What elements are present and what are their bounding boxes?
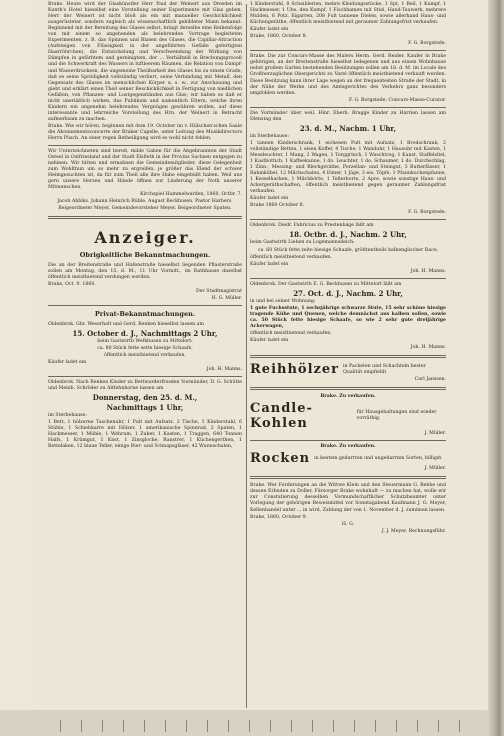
fabricius-sale-terms: öffentlich meistbietend verkaufen. bbox=[250, 254, 332, 260]
paving-date: Brake, Oct. 9. 1860. bbox=[48, 281, 96, 287]
bragge-sale-invite: Käufer ladet ein bbox=[250, 196, 289, 202]
estate-sale-items: 1 Bett, 1 hölzerne Taschenuhr, 1 Pult mit Aufsatz, 2 Tische, 1 Kinderstuhl, 6 Stühle, 1 Schiebkarre mit Hölzer, 1 amerikanische Spinnrad, 2 Spaten, 1 Hackmesser, 1 Mühle, 1 Wehrum, 1 Zuber, 1 Kasten, 1 Traggen, 640 Tonnen Halfs, 1 Krümgut, 1 Knst, 1 Zinsglocke, Ranstrer, 1 Küchengerthen, 1 Bettelaken, 12 blaue Teller, einige Bier- und Schnapsgläser, 42 Wunnschalen, bbox=[48, 420, 242, 450]
estate-sale-items-cont: 1 Kinderstuhl, 8 Scheiblerien, mehre Kleidungsstücke, 1 Spt, 1 Beil, 1 Kumpf, 1 Hackmesser, 1 Ubs, den Kumpf, 1 Fischhamen mit Stiel, Hand-Tauwerk, mehrere Mulden, 6 Potz. Eigarren, 208 Fuß tannene Dielen, sowie allerhand Haus- und Küchengeräthe, öffentlich meistbietend mit geraumer Zahlungsfrist verkaufen. bbox=[250, 2, 446, 26]
official-announcements-heading: Obrigkeitliche Bekanntmachungen. bbox=[79, 250, 211, 259]
bragge-sale-items: 1 tannen Kinderschrank, 1 eichenen Pult mit Aufsatz, 1 Brodschrank, 2 vollständige Betten, 1 eisen Koffer, 4 Tische, 1 Wanduhr, 1 Hausuhr mit Kasten, 1 Meseleuchter, 1 Mang, 2 Wagen, 1 Torggrinch, 1 Waschtrog, 1 Kanst, Staffelstiel, 1 Kastbottich, 1 Kaffeekanne, 1 do. Leuchter, 1 do. Schaumer, 1 do. Durchschlag, 1 Zinn-, Messing- und Blechgeräthe, Porzellan- und Steingut, 3 Butterfässer, 1 Rahmkübel, 12 Milchschalen, 4 Eimer, 1 Jäge, 3 eis. Töpfe, 1 Pfannkuchenpfanne, 1 Kesselhacken, 1 Milchbörte, 1 Tellerborte, 2 Apre, sowie sonstige Haus- und Ackergeräthschaften, öffentlich meistbietend gegen geraumer Zahlungsfrist verkaufen. bbox=[250, 140, 446, 195]
rye-ad-header: Brake. Zu verkaufen. bbox=[320, 444, 376, 450]
matches-ad bbox=[250, 362, 446, 377]
coal-ad bbox=[250, 401, 446, 431]
private-announcements-heading: Privat-Bekanntmachungen. bbox=[94, 309, 196, 318]
paving-notice: Die an der Breitenstraße und Hafenstraße hieselbst liegenden Pflasterstraße sollen am Montag, den 15. d. M., 11 Uhr Vormitt., im Rathhause daselbst öffentlich meistbietend verdungen werden. bbox=[48, 262, 242, 280]
fabricius-sale-location: beim Gastwirth Lieben zu Logemannsdeich: bbox=[250, 240, 355, 246]
sheep-sale-date: 15. October d. J., Nachmittags 2 Uhr, bbox=[72, 328, 218, 338]
sheep-sale-terms: öffentlich meistbietend verkaufen. bbox=[104, 352, 186, 358]
creditor-notice-initials: H. G. bbox=[341, 521, 355, 527]
estate-sale-intro: Oldenbrok. Nach Renken Kinder zu Bettwarderfrosden Vormünder, D. G. Schütte und Meinh. Schröder zu Altfehnhorne lassen am bbox=[48, 380, 242, 392]
coal-ad-signature: J. Müller. bbox=[424, 431, 446, 437]
bragge-sale-intro: Die Vormünder über weil. Hinr. Eberh. Bragge Kinder zu Harrien lassen am Dienstag den bbox=[250, 110, 446, 122]
sheep-sale-signature: Joh. H. Manns. bbox=[206, 367, 242, 373]
magistrate-label: Der Stadtmagistrat bbox=[196, 288, 242, 294]
estate-sale-location: im Sterbehause: bbox=[48, 413, 87, 419]
bragge-sale-location: im Sterbehause: bbox=[250, 133, 289, 139]
fabricius-sale-date: 18. Octbr. d. J., Nachm. 2 Uhr, bbox=[289, 230, 407, 240]
beckhusen-sale-location: in und bei seiner Wohnung: bbox=[250, 298, 316, 304]
matches-ad-text: in Packeten und Schachteln bester Qualität empfiehlt bbox=[343, 363, 426, 375]
beckhusen-sale-signature: Joh. H. Manns. bbox=[410, 345, 446, 351]
divider bbox=[250, 107, 446, 108]
scan-color-bar bbox=[40, 720, 460, 732]
charity-date: Kirchspiel Hammelwarden, 1860, Octbr. 7. bbox=[140, 192, 242, 198]
rye-ad-title: Rocken bbox=[250, 451, 311, 467]
creditor-notice-signature: J. J. Meyer, Rechnungsführ. bbox=[381, 528, 446, 534]
concurs-signature: F. G. Borgstede, Concurs-Masse-Curator. bbox=[348, 97, 446, 103]
coal-ad-header: Brake. Zu verkaufen. bbox=[320, 394, 376, 400]
divider bbox=[250, 219, 446, 220]
double-divider bbox=[48, 216, 242, 219]
charity-appeal: Wir Unterzeichneten sind bereit, milde Gaben für die Abgebrannten der Stadt Osteel in Ostfriesland und der Stadt Elsfleth in der Provinz Sachsen entgegen zu nehmen. Wir bitten und ermahnen die Gemeindemitglieder, diese Gelegenheit zum Wohlthun um so mehr zu ergreifen, je größer das Elend der schwer Heimgesuchten ist, da für zum Theil alle ihre Habe eingebüßt haben. Weil uns gern unsere Herzen und Hände öffnen zur Linderung der Noth unserer Mitmenschen. bbox=[48, 149, 242, 191]
divider bbox=[250, 50, 446, 51]
sheep-sale-intro: Oldenbrok. Gbr. Weserholt und Gerd. Renken hieselbst lassen am bbox=[48, 321, 204, 327]
divider bbox=[250, 440, 446, 441]
divider bbox=[250, 278, 446, 279]
matches-ad-signature: Carl Janssen. bbox=[414, 377, 446, 383]
sheep-sale-item: ca. 80 Stück fette sette hiesige Schaafe, bbox=[97, 345, 193, 351]
glass-artist-notice: Brake. Heute wird der Glaskünstler Herr Paul der Weinert aus Dresden im Kunth's Hotel hieselbst eine Vorstellung seiner Experimente mit Glas geben. Herr der Weinert ist nicht bloß als ein mit manueller Geschicklichkeit ausgerüsteter, sondern zugleich als wissenschaftlich gebildeter Mann bekannt. Beginnend mit der Bereitung des Glases selbst, bringt derselbe eine Reihenfolge von mit einem so angehenden als belehrenden Vortrage begleiteten Experimenten, z. B. das Spinnen und Blasen des Glases, die Capillar-Attraction (Aufsteigen von Flüssigkeit in der angeführten Gefäße gefertigten Haarröhrchen), die Entwickelung und Verschwendung der Wirkung von Dämpfen in gefärbtem und gereinigtem, der ... Verhältniß in Brechungsproceß und die Schwerkraft des Wassers in luftleerem Räumen, die Relation von Dampf- und Wasserdruckesn, die ungemeine Theilbarkeit des Glases bis zu einem Grade, daß es seine Sprödigkeit vollständig verliert, seine Verbindung mit Metall, den Gegensatz des Glases im menschlichen Körper u. s. w., zur Anschauung und giebt und erklärt einen Theil seiner Beschicklichkeit in Fertigung von niedlichen Gefäßen, von Pflanzen- und Lustgegenständen aus Glas; wir haben es daß er nicht unerläßlich wirken, das Publikum und namentlich Eltern, welche ihren Kindern ein angenehm belehrendes Vergnügen gewähren wollen, auf diese interessante und lehrreiche Vorstellung des Hrn. der Weinert in Betracht aufmerksam zu machen. bbox=[48, 2, 242, 122]
double-divider bbox=[250, 387, 446, 390]
creditor-notice: Brake. Wer Forderungen an die Wittwe Klein und den Steuermann G. Rebbe und dessen Erbnden zu Doller, Fürsorger Brake wohnhaft — zu machen hat, wolle wir zur Constatierung desselben Vormundschaftlicher Schutzbeamter unter Vorlegung der gehörigen Beweismittel vor Sonntagabend Kaufmann J. G. Meyer, Kellenhandel unter ... in wird, Zahlung der von 1. November d. J. zumimen lassen. bbox=[250, 483, 446, 513]
coal-ad-title: Candle-Kohlen bbox=[250, 401, 313, 432]
rye-ad-signature: J. Müller. bbox=[424, 466, 446, 472]
beckhusen-sale-terms: öffentlich meistbietend verkaufen. bbox=[250, 330, 332, 336]
creditor-notice-date: Brake, 1860, October 9. bbox=[250, 514, 308, 520]
left-column bbox=[48, 2, 242, 451]
fabricius-sale-signature: Joh. H. Manns. bbox=[410, 268, 446, 274]
column-divider bbox=[246, 4, 247, 708]
sheep-sale-invite: Käufer ladet ein bbox=[48, 360, 87, 366]
estate-sale-place-date: Brake, 1860, October 8. bbox=[250, 34, 308, 40]
beckhusen-sale-intro: Oldenbrok. Der Gastwirth E. G. Beckhusen zu Mittelort läßt am bbox=[250, 281, 402, 287]
divider bbox=[48, 305, 242, 306]
beckhusen-sale-items: 1 gute Fuchsstute, 1 sechsjährige schwarze Stute, 15 sehr schöne hiesige tragende Kühe und Quenen, welche demnächst aus kalben sollen, sowie ca. 50 Stück fette hiesige Schaafe, so wie 2 sehr gute dreijährige Ackerwagen, bbox=[250, 305, 446, 329]
section-title: Anzeiger. bbox=[94, 227, 196, 247]
double-divider bbox=[250, 355, 446, 358]
estate-sale-signature: F. G. Borgstede. bbox=[408, 41, 446, 47]
double-divider bbox=[250, 476, 446, 479]
bragge-sale-place-date: Brake 1860 October 8. bbox=[250, 203, 305, 209]
beckhusen-sale-invite: Käufer ladet ein bbox=[250, 338, 289, 344]
estate-sale-invite: Käufer ladet ein bbox=[250, 27, 289, 33]
divider bbox=[48, 145, 242, 146]
bragge-sale-date: 23. d. M., Nachm. 1 Uhr, bbox=[299, 123, 397, 133]
estate-sale-date: Donnerstag, den 25. d. M., bbox=[92, 393, 198, 403]
fabricius-sale-item: ca. 60 Stück fette zeite hiesige Schaafe, größtentheils halbenglischer Race, bbox=[257, 247, 439, 253]
concert-notice: Brake. Wie wir hören, beginnen mit dem 19. October im v. Hülschen'schen Saale die Abonnementsconcerte der Braker Capelle, unter Leitung des Musikdirectors Herrn Püsch. An einer regen Betheiligung wird es wohl nicht fehlen. bbox=[48, 123, 242, 142]
charity-signatories: Jacob Abbiks. Johann Heinrich Rühle. August Beckhusen. Pastor Harbers. Beigeordneter Meyer. Gemeindevorsteher Meyer. Beigeordneter Spaten. bbox=[57, 199, 233, 211]
beckhusen-sale-date: 27. Oct. d. J., Nachm. 2 Uhr, bbox=[293, 288, 403, 298]
divider bbox=[48, 376, 242, 377]
page-edge bbox=[488, 0, 504, 736]
concurs-notice: Brake. Die zur Concurs-Masse des Malers Herm. Gerd. Reider, Kaufer in Brake gehörigen, an der Breitenstraße hieselbst belegenen und aus einem Wohnhause nebst großem Garten bestehenden Besitzungen sollen am 18. d. M. im Locale des Großherzoglichen Obergerichts zu Varel öffentlich meistbietend verkauft werden. Diese Besitzung kann ihrer Lage wegen an der frequentesten Straße der Stadt, in der Nähe der Werke und des Amtsgerichtes des Verkehrs ganz besonders empfohlen werden. bbox=[250, 54, 446, 96]
magistrate-name: H. G. Müller. bbox=[211, 295, 242, 301]
rye-ad bbox=[250, 451, 446, 466]
right-column bbox=[250, 2, 446, 536]
fabricius-sale-intro: Oldenbrok. Diedr. Fabricius zu Prestenbäge läßt am bbox=[250, 223, 374, 229]
rye-ad-text: in bestem gedarrten und ungedarrten Sorten, billigst. bbox=[314, 455, 443, 461]
estate-sale-time: Nachmittags 1 Uhr, bbox=[106, 403, 184, 413]
fabricius-sale-invite: Käufer ladet ein bbox=[250, 261, 289, 267]
matches-ad-title: Reihhölzer bbox=[250, 362, 340, 378]
coal-ad-text: für Hausgehaltungen sind wieder vorräthig. bbox=[356, 410, 437, 422]
sheep-sale-location: beim Gastwirth Wefkhusen zu Mittelort: bbox=[97, 338, 193, 344]
bragge-sale-signature: F. G. Borgstede. bbox=[408, 210, 446, 216]
